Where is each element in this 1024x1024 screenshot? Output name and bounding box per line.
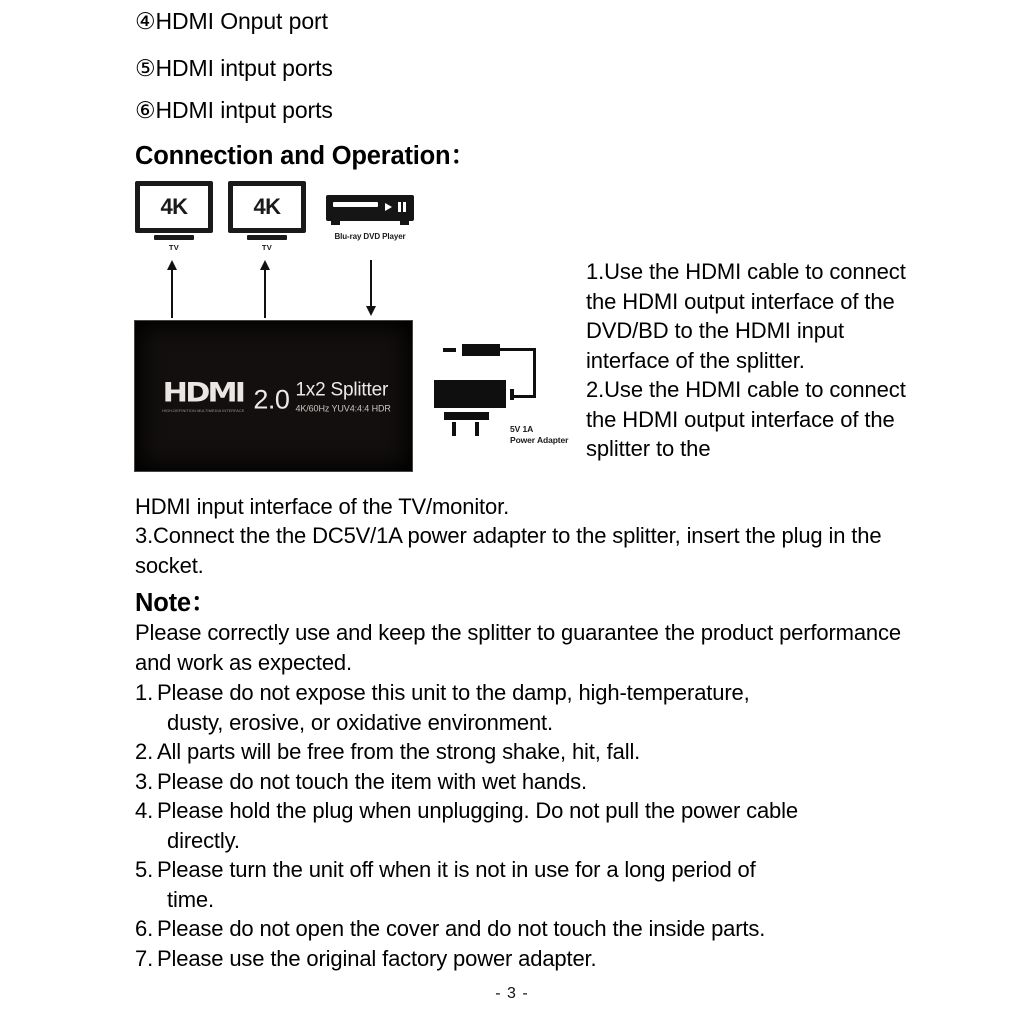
instruction-step-2: 2.Use the HDMI cable to connect the HDMI output interface of the splitter to the <box>586 377 906 461</box>
note-item-line1: Please turn the unit off when it is not in use for a long period of <box>157 857 756 882</box>
tv-icon-2 <box>228 181 306 252</box>
note-item-text <box>157 944 925 974</box>
disc-tray-slot <box>333 202 378 207</box>
note-item-text <box>157 767 925 797</box>
note-item-line2: dusty, erosive, or oxidative environment. <box>167 709 553 735</box>
note-item-number: 1. <box>135 680 154 705</box>
note-item-text <box>157 796 925 855</box>
note-item-number: 4. <box>135 798 154 823</box>
splitter-faceplate <box>135 379 412 413</box>
power-adapter-name: Power Adapter <box>510 435 569 445</box>
note-item <box>135 855 925 914</box>
instruction-step-1: 1.Use the HDMI cable to connect the HDMI output interface of the DVD/BD to the HDMI input interface of the splitter. <box>586 259 906 373</box>
note-item <box>135 796 925 855</box>
note-heading: Note： <box>135 589 217 617</box>
port-list-item-6 <box>135 97 333 123</box>
note-item-line1: Please do not expose this unit to the damp, high-temperature, <box>157 680 750 705</box>
psu-brick-base <box>444 412 489 420</box>
port-marker-6: ⑥ <box>135 97 156 123</box>
note-item-text <box>157 914 925 944</box>
note-item-number: 5. <box>135 857 154 882</box>
bluray-player-icon <box>326 195 414 241</box>
psu-cable-side <box>533 348 536 398</box>
note-item-line1: Please hold the plug when unplugging. Do not pull the power cable <box>157 798 798 823</box>
instruction-step-3: 3.Connect the the DC5V/1A power adapter to the splitter, insert the plug in the socket. <box>135 523 882 578</box>
note-item-number: 6. <box>135 916 154 941</box>
note-item-text <box>157 737 925 767</box>
port-label-4: HDMI Onput port <box>155 8 328 34</box>
instruction-step-2-continuation: HDMI input interface of the TV/monitor. <box>135 494 510 519</box>
connection-operation-heading: Connection and Operation： <box>135 142 476 170</box>
hdmi-logo: HDMI <box>162 377 244 409</box>
note-item-text <box>157 855 925 914</box>
pause-icon <box>398 202 406 212</box>
note-item-line1: Please do not open the cover and do not touch the inside parts. <box>157 916 766 941</box>
port-list-item-5 <box>135 55 333 81</box>
tv-stand-2 <box>247 235 287 240</box>
hdmi-splitter-device <box>134 320 413 472</box>
note-item-line2: directly. <box>167 827 240 853</box>
note-item-number: 2. <box>135 739 154 764</box>
note-item-line1: All parts will be free from the strong shake, hit, fall. <box>157 739 641 764</box>
note-item-text <box>157 678 925 737</box>
dc-plug-tip <box>443 348 456 352</box>
bluray-foot-left <box>331 221 340 225</box>
note-item <box>135 944 925 974</box>
note-item <box>135 767 925 797</box>
port-label-5: HDMI intput ports <box>155 55 333 81</box>
note-item <box>135 678 925 737</box>
splitter-model-title: 1x2 Splitter <box>295 378 389 400</box>
port-label-6: HDMI intput ports <box>155 97 333 123</box>
power-adapter-illustration <box>430 336 570 456</box>
tv-caption-1: TV <box>168 243 180 252</box>
psu-cable-top <box>500 348 536 351</box>
note-item-number: 7. <box>135 945 154 971</box>
page-number-footer: - 3 - <box>495 985 529 1002</box>
note-item-line1: Please use the original factory power adapter. <box>157 945 597 971</box>
tv-stand-1 <box>154 235 194 240</box>
tv-4k-label-1: 4K <box>160 194 188 219</box>
power-adapter-caption <box>510 424 568 446</box>
note-item <box>135 914 925 944</box>
splitter-spec-label: 4K/60Hz YUV4:4:4 HDR <box>295 402 391 413</box>
instruction-steps-right-column <box>586 257 911 464</box>
psu-brick <box>434 380 506 408</box>
bluray-foot-right <box>400 221 409 225</box>
note-intro-paragraph: Please correctly use and keep the splitter to guarantee the product performance and work as expected. <box>135 620 901 675</box>
tv-screen-1 <box>135 181 213 233</box>
hdmi-logo-subtitle: HIGH-DEFINITION MULTIMEDIA INTERFACE <box>162 408 245 413</box>
note-item <box>135 737 925 767</box>
note-items-list <box>135 678 925 973</box>
port-list-item-4 <box>135 8 328 34</box>
hdmi-logo-block <box>162 379 244 413</box>
connection-diagram <box>130 178 580 478</box>
note-item-line2: time. <box>167 886 214 912</box>
tv-4k-label-2: 4K <box>253 194 281 219</box>
play-icon <box>385 203 392 211</box>
psu-cable-bottom <box>514 395 536 398</box>
port-marker-4: ④ <box>135 8 156 34</box>
note-item-number: 3. <box>135 768 154 794</box>
psu-prong-left <box>452 422 456 436</box>
tv-icon-1 <box>135 181 213 252</box>
tv-screen-2 <box>228 181 306 233</box>
psu-prong-right <box>475 422 479 436</box>
bluray-player-caption: Blu-ray DVD Player <box>334 232 406 241</box>
hdmi-version-label: 2.0 <box>253 383 290 414</box>
dc-plug-connector <box>462 344 500 356</box>
bluray-player-body <box>326 195 414 221</box>
tv-caption-2: TV <box>261 243 273 252</box>
splitter-model-block <box>295 380 390 413</box>
psu-output-jack <box>510 389 514 400</box>
port-marker-5: ⑤ <box>135 55 156 81</box>
note-item-line1: Please do not touch the item with wet hands. <box>157 768 587 794</box>
power-adapter-rating: 5V 1A <box>510 424 534 434</box>
